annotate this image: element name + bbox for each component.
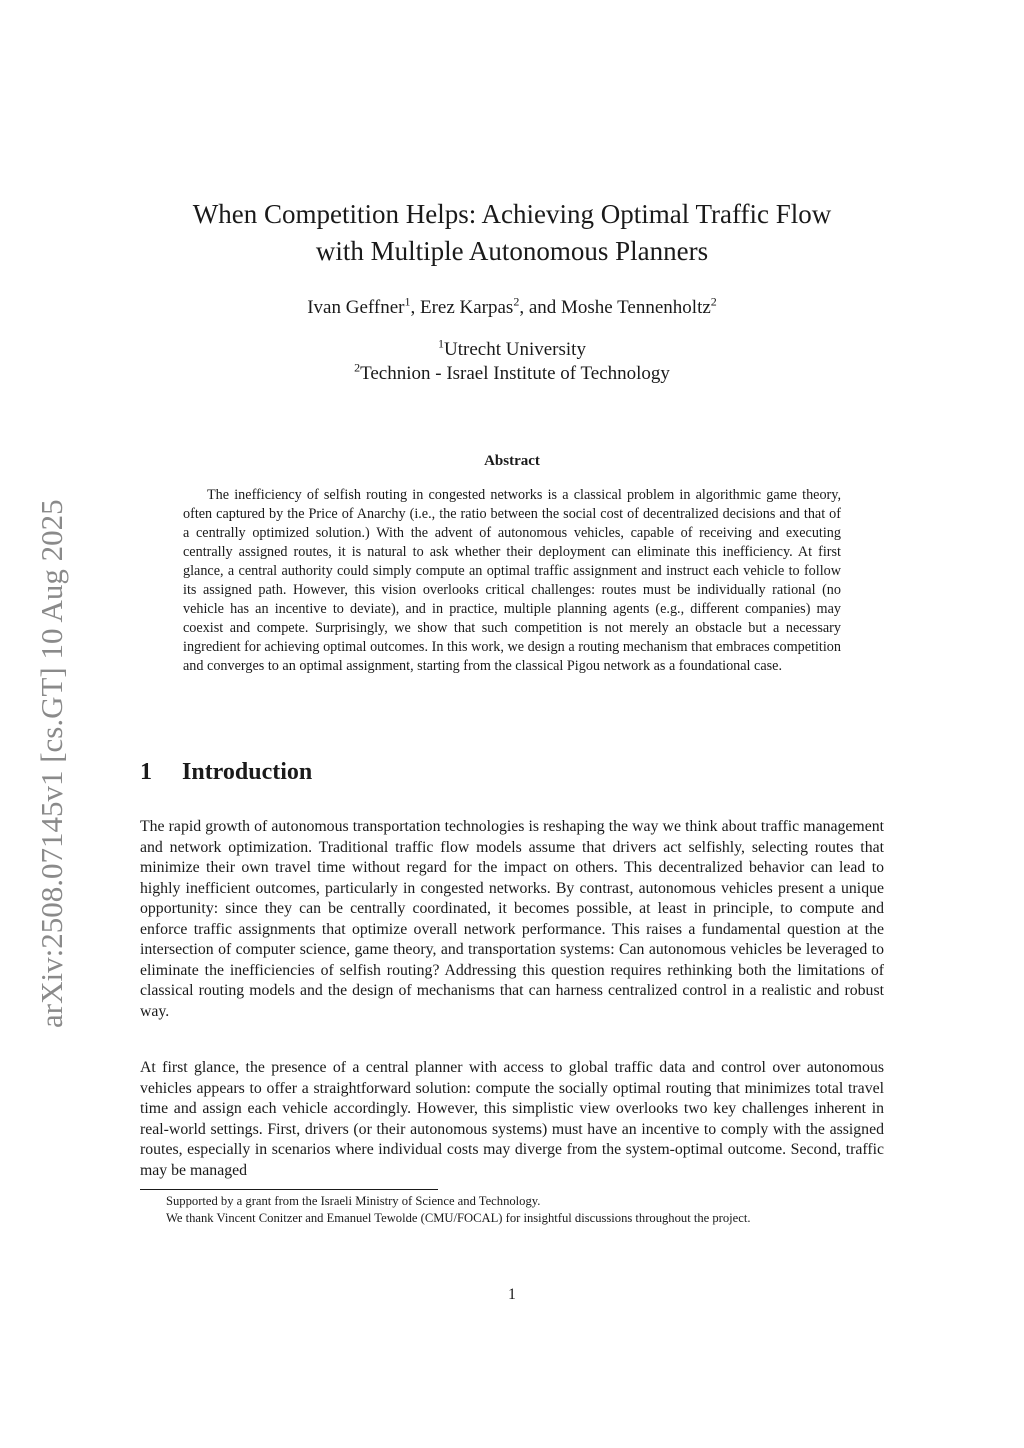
footnote-divider (140, 1189, 438, 1190)
affiliation-list (120, 338, 904, 386)
author-name: Moshe Tennenholtz (561, 297, 711, 318)
author-separator: , (410, 297, 420, 318)
affiliation-name: Technion - Israel Institute of Technology (360, 363, 670, 384)
affiliation-name: Utrecht University (444, 339, 586, 360)
affiliation-line (120, 338, 904, 362)
abstract-heading: Abstract (484, 453, 540, 469)
author-affiliation-mark: 1 (404, 294, 411, 309)
author-name: Erez Karpas (419, 297, 514, 318)
author-affiliation-mark: 2 (513, 294, 520, 309)
abstract-text: The inefficiency of selfish routing in congested networks is a classical problem in algorithmic game theory, often captured by the Price of Anarchy (i.e., the ratio between the social cost of decentralized decisions and that of a centrally optimized solution.) With the advent of autonomous vehicles, capable of receiving and executing centrally assigned routes, it is natural to ask whether their deployment can eliminate this inefficiency. At first glance, a central authority could simply compute an optimal traffic assignment and instruct each vehicle to follow its assigned path. However, this vision overlooks critical challenges: routes must be individually rational (no vehicle has an incentive to deviate), and in practice, multiple planning agents (e.g., different companies) may coexist and compete. Surprisingly, we show that such competition is not merely an obstacle but a necessary ingredient for achieving optimal outcomes. In this work, we design a routing mechanism that embraces competition and converges to an optimal assignment, starting from the classical Pigou network as a foundational case. (183, 487, 841, 674)
footnote: We thank Vincent Conitzer and Emanuel Tewolde (CMU/FOCAL) for insightful discussions throughout the project. (166, 1210, 751, 1225)
affiliation-mark: 1 (438, 336, 445, 351)
body-paragraph: The rapid growth of autonomous transportation technologies is reshaping the way we think about traffic management and network optimization. Traditional traffic flow models assume that drivers act selfishly, selecting routes that minimize their own travel time without regard for the impact on others. This decentralized behavior can lead to highly inefficient outcomes, particularly in congested networks. By contrast, autonomous vehicles present a unique opportunity: since they can be centrally coordinated, it becomes possible, at least in principle, to compute and enforce traffic assignments that optimize overall network performance. This raises a fundamental question at the intersection of computer science, game theory, and transportation systems: Can autonomous vehicles be leveraged to eliminate the inefficiencies of selfish routing? Addressing this question requires rethinking both the limitations of classical routing models and the design of mechanisms that can harness centralized control in a realistic and robust way. (140, 818, 884, 1020)
arxiv-sidebar-identifier (32, 428, 72, 1028)
author-list (120, 296, 904, 320)
affiliation-line (120, 362, 904, 386)
page-number: 1 (508, 1286, 516, 1303)
body-paragraph: At first glance, the presence of a central planner with access to global traffic data and control over autonomous vehicles appears to offer a straightforward solution: compute the socially optimal routing that minimizes total travel time and assign each vehicle accordingly. However, this simplistic view overlooks two key challenges inherent in real-world settings. First, drivers (or their autonomous systems) must have an incentive to comply with the assigned routes, especially in scenarios where individual costs may diverge from the system-optimal outcome. Second, traffic may be managed (140, 1059, 884, 1179)
author-name: Ivan Geffner (307, 297, 405, 318)
author-separator: , and (519, 297, 562, 318)
footnotes (140, 1193, 884, 1226)
title-line-2: with Multiple Autonomous Planners (315, 236, 709, 266)
footnote: Supported by a grant from the Israeli Ministry of Science and Technology. (166, 1194, 541, 1208)
section-title: Introduction (182, 759, 313, 785)
arxiv-id-text: arXiv:2508.07145v1 [cs.GT] 10 Aug 2025 (34, 499, 69, 1028)
section-number: 1 (140, 759, 152, 785)
affiliation-mark: 2 (354, 360, 361, 375)
paper-title (120, 196, 904, 270)
section-heading (140, 756, 640, 788)
title-line-1: When Competition Helps: Achieving Optimal Traffic Flow (192, 199, 832, 229)
author-affiliation-mark: 2 (710, 294, 717, 309)
